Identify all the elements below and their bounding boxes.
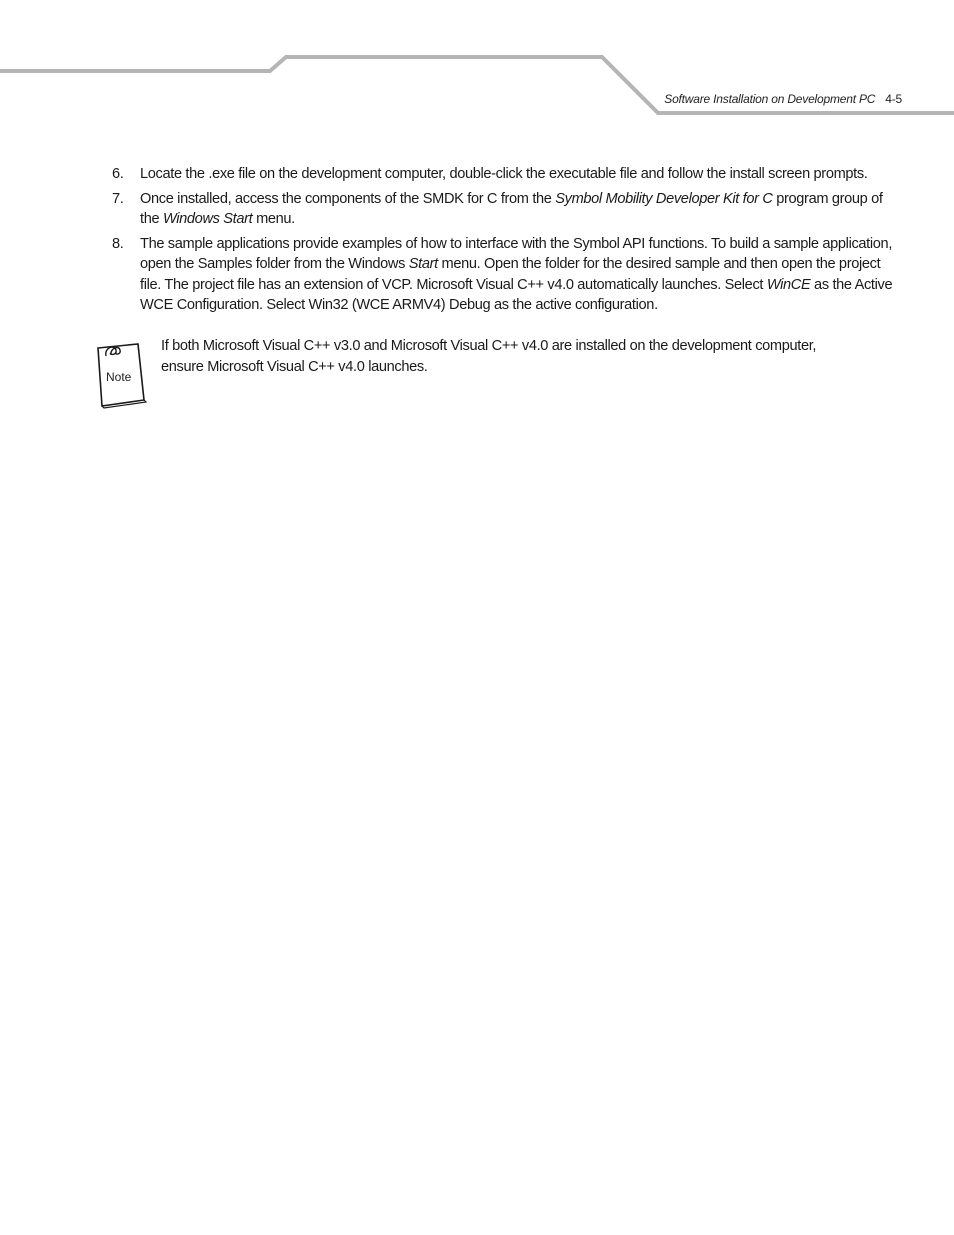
running-head: [664, 92, 902, 106]
page-number: 4-5: [885, 92, 902, 106]
emphasized-text: Start: [408, 256, 438, 272]
list-item: [112, 234, 902, 316]
note-icon-label: Note: [106, 370, 132, 384]
step-text: [140, 166, 868, 182]
step-number: 6.: [112, 166, 124, 182]
step-text-run: The sample applications provide examples of how to interface with the Symbol API functions. To build a sample application, open the Samples folder from the Windows: [140, 235, 893, 272]
emphasized-text: Symbol Mobility Developer Kit for C: [555, 190, 773, 207]
step-text-run: program group of the: [140, 190, 883, 227]
step-list: [112, 164, 902, 320]
emphasized-text: Windows Start: [162, 211, 253, 227]
running-title: Software Installation on Development PC: [664, 92, 876, 106]
step-number: 8.: [112, 235, 124, 252]
list-item: [112, 164, 902, 185]
note-paper-icon: [92, 340, 150, 410]
step-text-run: Once installed, access the components of the SMDK for C from the: [140, 190, 556, 207]
step-text-run: Locate the .exe file on the development computer, double-click the executable file and follow the install screen prompts.: [140, 166, 868, 182]
step-text-run: as the Active WCE Configuration. Select Win32 (WCE ARMV4) Debug as the active configuration.: [140, 276, 893, 313]
step-text-run: menu. Open the folder for the desired sample and then open the project file. The project file has an extension of VCP. Microsoft Visual C++ v4.0 automatically launches. Select: [140, 256, 881, 293]
step-text: [140, 191, 883, 228]
list-item: [112, 189, 902, 230]
step-text-run: menu.: [252, 211, 295, 227]
note-text: If both Microsoft Visual C++ v3.0 and Microsoft Visual C++ v4.0 are installed on the development computer, ensure Microsoft Visual C++ v4.0 launches.: [161, 338, 817, 375]
step-number: 7.: [112, 190, 124, 207]
step-text: [140, 236, 892, 314]
emphasized-text: WinCE: [766, 276, 811, 293]
